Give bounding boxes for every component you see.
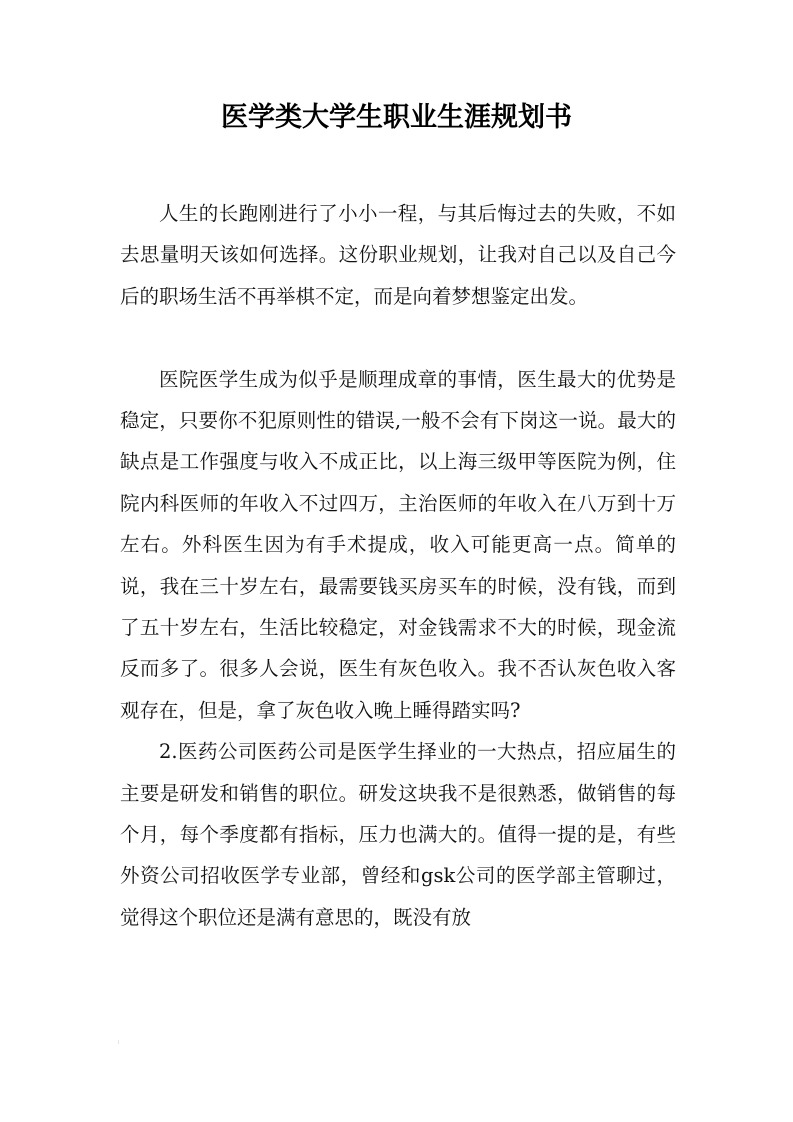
document-body: [120, 193, 676, 938]
paragraph-pharma: 2.医药公司医药公司是医学生择业的一大热点，招应届生的主要是研发和销售的职位。研发这块我不是很熟悉，做销售的每个月，每个季度都有指标，压力也满大的。值得一提的是，有些外资公司招收医学专业部，曾经和gsk公司的医学部主管聊过，觉得这个职位还是满有意思的，既没有放: [120, 740, 676, 929]
page-corner-mark: [118, 1040, 119, 1044]
document-title: 医学类大学生职业生涯规划书: [221, 102, 572, 133]
paragraph-intro: 人生的长跑刚进行了小小一程，与其后悔过去的失败，不如去思量明天该如何选择。这份职业规划，让我对自己以及自己今后的职场生活不再举棋不定，而是向着梦想鉴定出发。: [120, 202, 676, 308]
paragraph-hospital: 医院医学生成为似乎是顺理成章的事情，医生最大的优势是稳定，只要你不犯原则性的错误,一般不会有下岗这一说。最大的缺点是工作强度与收入不成正比，以上海三级甲等医院为例，住院内科医师的年收入不过四万，主治医师的年收入在八万到十万左右。外科医生因为有手术提成，收入可能更高一点。简单的说，我在三十岁左右，最需要钱买房买车的时候，没有钱，而到了五十岁左右，生活比较稳定，对金钱需求不大的时候，现金流反而多了。很多人会说，医生有灰色收入。我不否认灰色收入客观存在，但是，拿了灰色收入晚上睡得踏实吗?: [120, 367, 676, 722]
